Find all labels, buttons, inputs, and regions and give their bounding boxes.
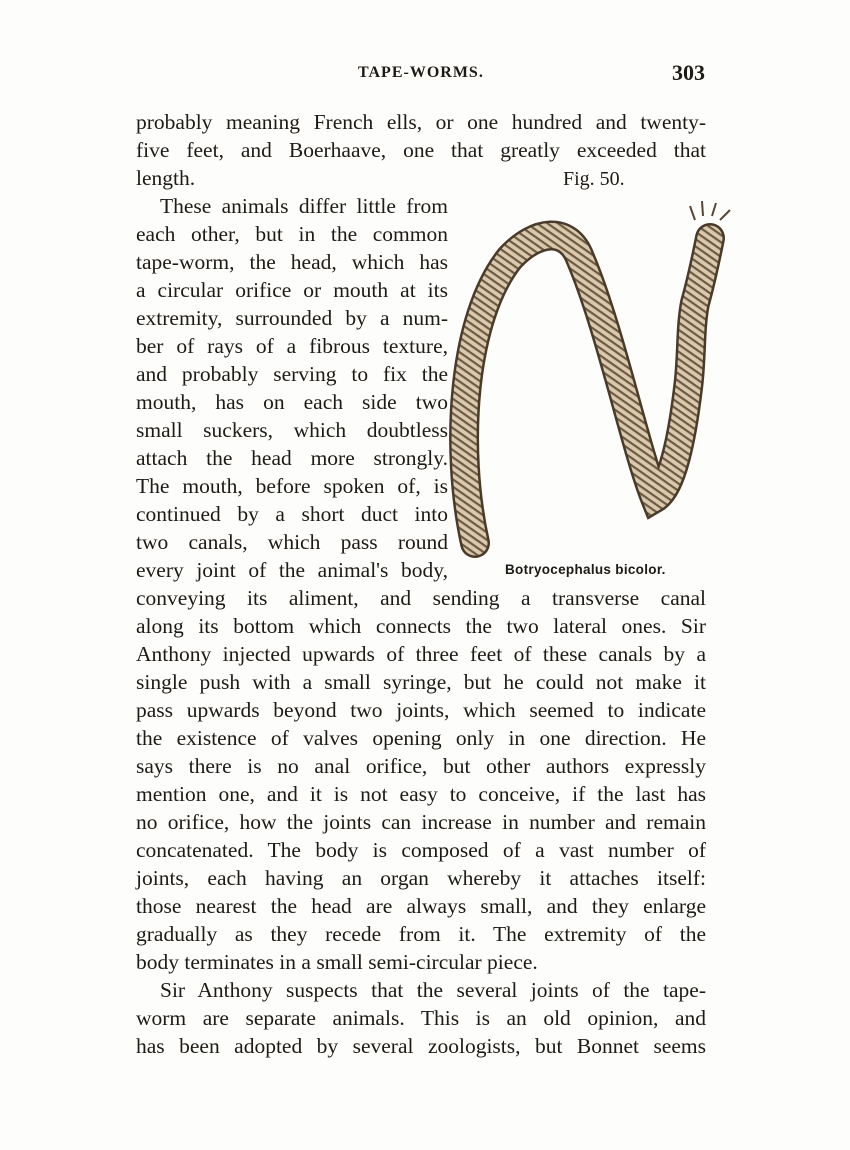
text-line: ber of rays of a fibrous texture, xyxy=(136,334,448,358)
text-line: worm are separate animals. This is an old opinion, and xyxy=(136,1006,706,1030)
text-line: body terminates in a small semi-circular piece. xyxy=(136,950,538,974)
text-line: and probably serving to fix the xyxy=(136,362,448,386)
text-line: five feet, and Boerhaave, one that greatly exceeded that xyxy=(136,138,706,162)
figure-caption: Botryocephalus bicolor. xyxy=(505,562,666,577)
text-line: gradually as they recede from it. The extremity of the xyxy=(136,922,706,946)
text-line: the existence of valves opening only in one direction. He xyxy=(136,726,706,750)
text-line: every joint of the animal's body, xyxy=(136,558,448,582)
text-line: Sir Anthony suspects that the several joints of the tape- xyxy=(160,978,706,1002)
text-line: continued by a short duct into xyxy=(136,502,448,526)
text-line: These animals differ little from xyxy=(160,194,448,218)
text-line: extremity, surrounded by a num- xyxy=(136,306,448,330)
text-line: a circular orifice or mouth at its xyxy=(136,278,448,302)
page-number: 303 xyxy=(672,60,705,85)
text-line: length. xyxy=(136,166,196,190)
text-line: attach the head more strongly. xyxy=(136,446,448,470)
text-line: those nearest the head are always small, and they enlarge xyxy=(136,894,706,918)
text-line: probably meaning French ells, or one hundred and twenty- xyxy=(136,110,706,134)
text-line: pass upwards beyond two joints, which seemed to indicate xyxy=(136,698,706,722)
text-line: single push with a small syringe, but he could not make it xyxy=(136,670,706,694)
page-header xyxy=(0,62,850,92)
text-line: small suckers, which doubtless xyxy=(136,418,448,442)
text-line: tape-worm, the head, which has xyxy=(136,250,448,274)
text-line: Anthony injected upwards of three feet of these canals by a xyxy=(136,642,706,666)
tapeworm-illustration xyxy=(440,198,745,558)
text-line: has been adopted by several zoologists, but Bonnet seems xyxy=(136,1034,706,1058)
text-line: The mouth, before spoken of, is xyxy=(136,474,448,498)
text-line: says there is no anal orifice, but other authors expressly xyxy=(136,754,706,778)
text-line: mention one, and it is not easy to conceive, if the last has xyxy=(136,782,706,806)
text-line: two canals, which pass round xyxy=(136,530,448,554)
text-line: concatenated. The body is composed of a vast number of xyxy=(136,838,706,862)
text-line: mouth, has on each side two xyxy=(136,390,448,414)
text-line: each other, but in the common xyxy=(136,222,448,246)
figure-label: Fig. 50. xyxy=(563,168,625,190)
text-line: joints, each having an organ whereby it attaches itself: xyxy=(136,866,706,890)
text-line: no orifice, how the joints can increase in number and remain xyxy=(136,810,706,834)
running-title: TAPE-WORMS. xyxy=(358,64,484,81)
text-line: conveying its aliment, and sending a transverse canal xyxy=(136,586,706,610)
text-line: along its bottom which connects the two lateral ones. Sir xyxy=(136,614,706,638)
